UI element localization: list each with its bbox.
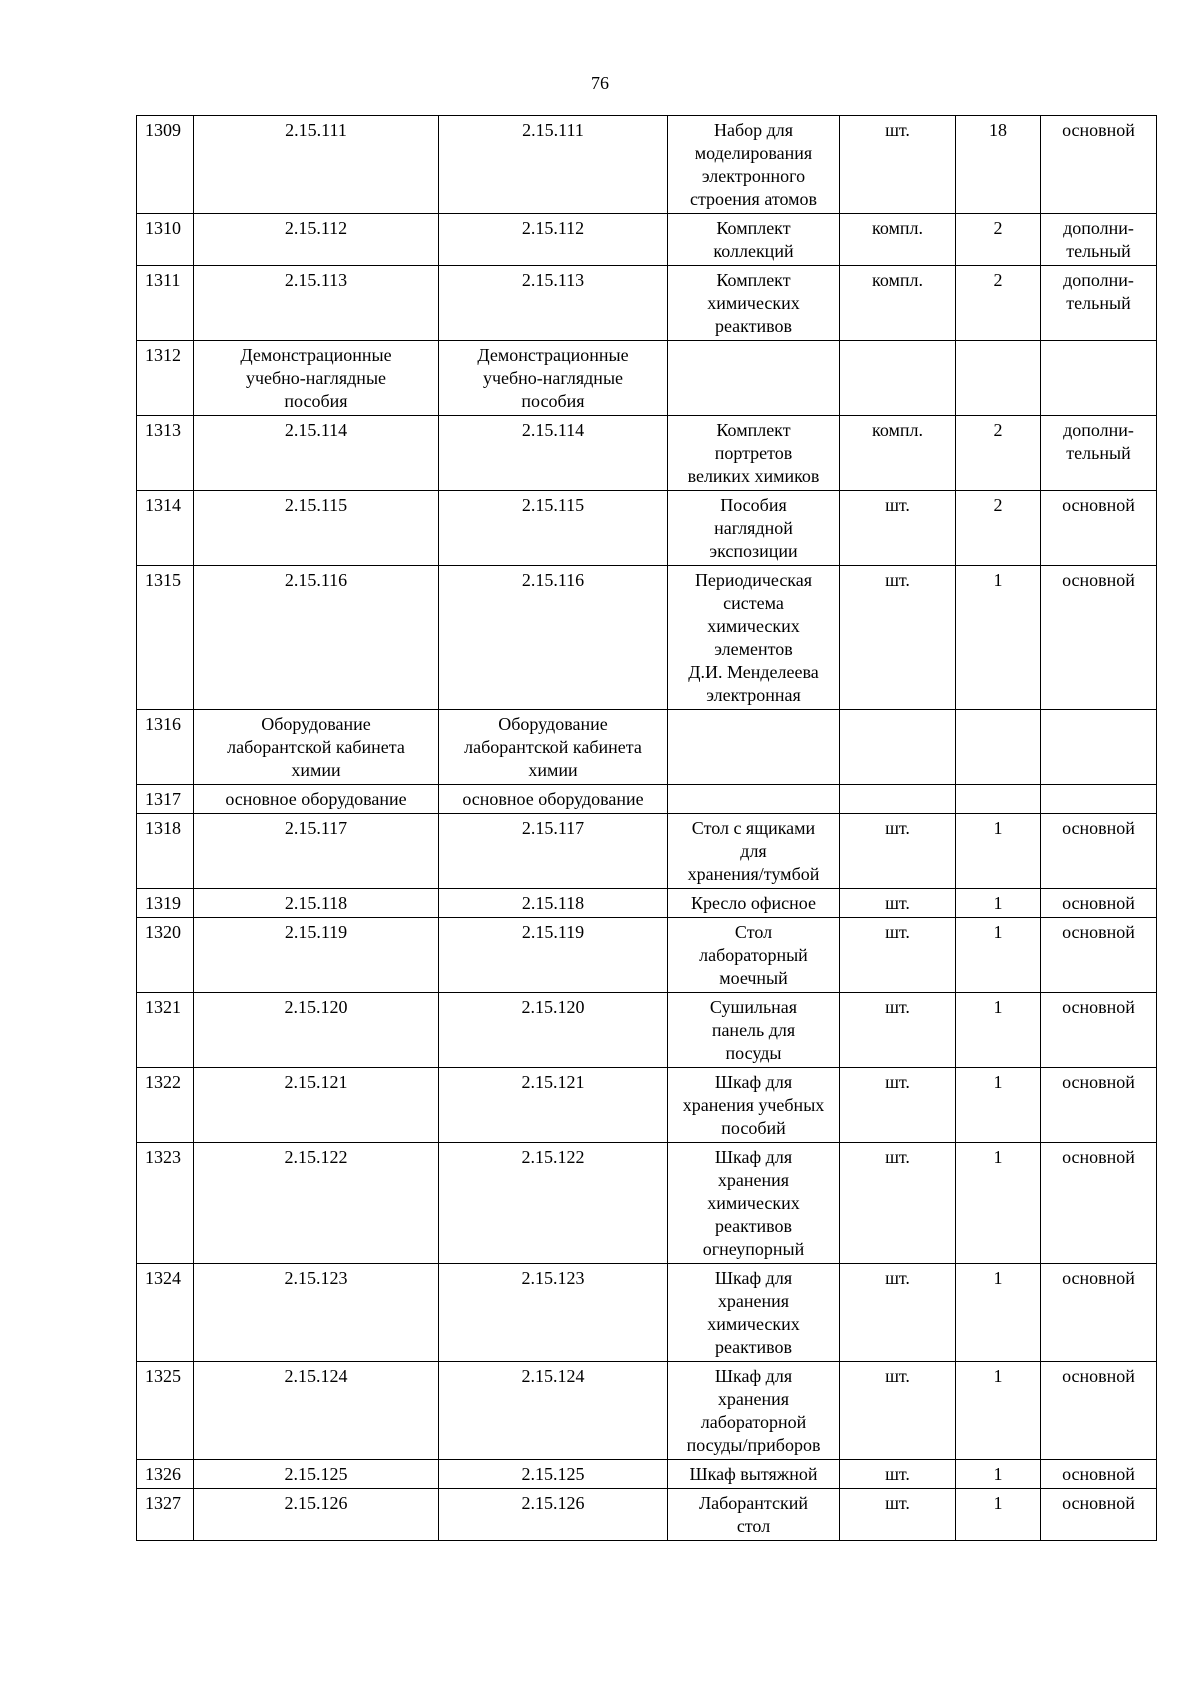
table-row bbox=[137, 710, 1157, 785]
quantity-cell: 2 bbox=[956, 491, 1041, 566]
code-cell: 2.15.123 bbox=[194, 1264, 439, 1362]
unit-cell: шт. bbox=[840, 1460, 956, 1489]
row-number-cell: 1310 bbox=[137, 214, 194, 266]
code-cell: 2.15.125 bbox=[439, 1460, 668, 1489]
code-cell: 2.15.115 bbox=[439, 491, 668, 566]
equipment-table bbox=[136, 115, 1157, 1541]
type-cell bbox=[1041, 710, 1157, 785]
table-row bbox=[137, 785, 1157, 814]
item-name-cell: Пособия наглядной экспозиции bbox=[668, 491, 840, 566]
table-row bbox=[137, 116, 1157, 214]
code-cell: 2.15.113 bbox=[439, 266, 668, 341]
unit-cell: компл. bbox=[840, 214, 956, 266]
unit-cell: компл. bbox=[840, 266, 956, 341]
type-cell: основной bbox=[1041, 1362, 1157, 1460]
item-name-cell: Стол с ящиками для хранения/тумбой bbox=[668, 814, 840, 889]
type-cell: основной bbox=[1041, 814, 1157, 889]
code-cell: 2.15.120 bbox=[194, 993, 439, 1068]
type-cell: основной bbox=[1041, 566, 1157, 710]
row-number-cell: 1321 bbox=[137, 993, 194, 1068]
type-cell: дополни- тельный bbox=[1041, 214, 1157, 266]
code-cell: 2.15.118 bbox=[439, 889, 668, 918]
unit-cell: шт. bbox=[840, 116, 956, 214]
quantity-cell: 1 bbox=[956, 1460, 1041, 1489]
quantity-cell: 18 bbox=[956, 116, 1041, 214]
quantity-cell: 1 bbox=[956, 1489, 1041, 1541]
row-number-cell: 1318 bbox=[137, 814, 194, 889]
row-number-cell: 1313 bbox=[137, 416, 194, 491]
quantity-cell: 1 bbox=[956, 1143, 1041, 1264]
unit-cell: шт. bbox=[840, 1143, 956, 1264]
code-cell: 2.15.118 bbox=[194, 889, 439, 918]
table-row bbox=[137, 491, 1157, 566]
quantity-cell: 1 bbox=[956, 918, 1041, 993]
code-cell: 2.15.119 bbox=[439, 918, 668, 993]
quantity-cell: 1 bbox=[956, 1264, 1041, 1362]
type-cell: основной bbox=[1041, 889, 1157, 918]
type-cell bbox=[1041, 785, 1157, 814]
type-cell: основной bbox=[1041, 1264, 1157, 1362]
row-number-cell: 1319 bbox=[137, 889, 194, 918]
item-name-cell: Периодическая система химических элементов Д.И. Менделеева электронная bbox=[668, 566, 840, 710]
page-number: 76 bbox=[591, 73, 609, 93]
type-cell: основной bbox=[1041, 1143, 1157, 1264]
code-cell: 2.15.126 bbox=[439, 1489, 668, 1541]
item-name-cell bbox=[668, 710, 840, 785]
table-row bbox=[137, 1489, 1157, 1541]
quantity-cell: 2 bbox=[956, 266, 1041, 341]
unit-cell: шт. bbox=[840, 1362, 956, 1460]
table-row bbox=[137, 1068, 1157, 1143]
code-cell: 2.15.112 bbox=[439, 214, 668, 266]
code-cell: 2.15.120 bbox=[439, 993, 668, 1068]
type-cell: основной bbox=[1041, 116, 1157, 214]
code-cell: 2.15.121 bbox=[439, 1068, 668, 1143]
code-cell: 2.15.126 bbox=[194, 1489, 439, 1541]
code-cell: основное оборудование bbox=[194, 785, 439, 814]
code-cell: 2.15.116 bbox=[194, 566, 439, 710]
quantity-cell: 1 bbox=[956, 889, 1041, 918]
type-cell: основной bbox=[1041, 1068, 1157, 1143]
unit-cell: шт. bbox=[840, 1489, 956, 1541]
row-number-cell: 1322 bbox=[137, 1068, 194, 1143]
row-number-cell: 1324 bbox=[137, 1264, 194, 1362]
code-cell: Оборудование лаборантской кабинета химии bbox=[194, 710, 439, 785]
row-number-cell: 1317 bbox=[137, 785, 194, 814]
unit-cell: шт. bbox=[840, 491, 956, 566]
type-cell: дополни- тельный bbox=[1041, 266, 1157, 341]
unit-cell: шт. bbox=[840, 814, 956, 889]
code-cell: Оборудование лаборантской кабинета химии bbox=[439, 710, 668, 785]
code-cell: 2.15.113 bbox=[194, 266, 439, 341]
code-cell: 2.15.111 bbox=[439, 116, 668, 214]
row-number-cell: 1327 bbox=[137, 1489, 194, 1541]
item-name-cell: Набор для моделирования электронного строения атомов bbox=[668, 116, 840, 214]
table-row bbox=[137, 341, 1157, 416]
item-name-cell: Кресло офисное bbox=[668, 889, 840, 918]
unit-cell: шт. bbox=[840, 1068, 956, 1143]
quantity-cell: 1 bbox=[956, 814, 1041, 889]
row-number-cell: 1315 bbox=[137, 566, 194, 710]
row-number-cell: 1314 bbox=[137, 491, 194, 566]
quantity-cell: 1 bbox=[956, 566, 1041, 710]
code-cell: 2.15.125 bbox=[194, 1460, 439, 1489]
quantity-cell: 2 bbox=[956, 416, 1041, 491]
table-row bbox=[137, 1143, 1157, 1264]
table-row bbox=[137, 814, 1157, 889]
code-cell: 2.15.116 bbox=[439, 566, 668, 710]
item-name-cell: Стол лабораторный моечный bbox=[668, 918, 840, 993]
row-number-cell: 1316 bbox=[137, 710, 194, 785]
item-name-cell: Комплект портретов великих химиков bbox=[668, 416, 840, 491]
table-body bbox=[137, 116, 1157, 1541]
quantity-cell bbox=[956, 785, 1041, 814]
code-cell: 2.15.114 bbox=[439, 416, 668, 491]
item-name-cell: Лаборантский стол bbox=[668, 1489, 840, 1541]
unit-cell bbox=[840, 710, 956, 785]
unit-cell bbox=[840, 341, 956, 416]
code-cell: 2.15.124 bbox=[439, 1362, 668, 1460]
quantity-cell bbox=[956, 341, 1041, 416]
table-row bbox=[137, 918, 1157, 993]
quantity-cell: 1 bbox=[956, 993, 1041, 1068]
item-name-cell: Комплект коллекций bbox=[668, 214, 840, 266]
item-name-cell: Шкаф для хранения лабораторной посуды/приборов bbox=[668, 1362, 840, 1460]
type-cell: дополни- тельный bbox=[1041, 416, 1157, 491]
code-cell: 2.15.121 bbox=[194, 1068, 439, 1143]
code-cell: 2.15.122 bbox=[194, 1143, 439, 1264]
unit-cell bbox=[840, 785, 956, 814]
code-cell: Демонстрационные учебно-наглядные пособия bbox=[439, 341, 668, 416]
code-cell: 2.15.117 bbox=[439, 814, 668, 889]
table-row bbox=[137, 214, 1157, 266]
table-row bbox=[137, 1362, 1157, 1460]
row-number-cell: 1320 bbox=[137, 918, 194, 993]
item-name-cell bbox=[668, 785, 840, 814]
code-cell: 2.15.123 bbox=[439, 1264, 668, 1362]
unit-cell: шт. bbox=[840, 889, 956, 918]
table-row bbox=[137, 416, 1157, 491]
code-cell: 2.15.119 bbox=[194, 918, 439, 993]
row-number-cell: 1309 bbox=[137, 116, 194, 214]
row-number-cell: 1326 bbox=[137, 1460, 194, 1489]
unit-cell: шт. bbox=[840, 993, 956, 1068]
code-cell: Демонстрационные учебно-наглядные пособия bbox=[194, 341, 439, 416]
type-cell: основной bbox=[1041, 491, 1157, 566]
row-number-cell: 1311 bbox=[137, 266, 194, 341]
code-cell: 2.15.111 bbox=[194, 116, 439, 214]
table-row bbox=[137, 889, 1157, 918]
row-number-cell: 1312 bbox=[137, 341, 194, 416]
row-number-cell: 1323 bbox=[137, 1143, 194, 1264]
code-cell: 2.15.124 bbox=[194, 1362, 439, 1460]
quantity-cell: 2 bbox=[956, 214, 1041, 266]
type-cell: основной bbox=[1041, 918, 1157, 993]
code-cell: 2.15.115 bbox=[194, 491, 439, 566]
item-name-cell: Комплект химических реактивов bbox=[668, 266, 840, 341]
type-cell bbox=[1041, 341, 1157, 416]
unit-cell: компл. bbox=[840, 416, 956, 491]
code-cell: 2.15.112 bbox=[194, 214, 439, 266]
unit-cell: шт. bbox=[840, 918, 956, 993]
table-row bbox=[137, 266, 1157, 341]
row-number-cell: 1325 bbox=[137, 1362, 194, 1460]
code-cell: 2.15.117 bbox=[194, 814, 439, 889]
table-row bbox=[137, 993, 1157, 1068]
quantity-cell: 1 bbox=[956, 1362, 1041, 1460]
item-name-cell bbox=[668, 341, 840, 416]
table-row bbox=[137, 1460, 1157, 1489]
quantity-cell bbox=[956, 710, 1041, 785]
type-cell: основной bbox=[1041, 1489, 1157, 1541]
code-cell: 2.15.114 bbox=[194, 416, 439, 491]
item-name-cell: Шкаф для хранения химических реактивов огнеупорный bbox=[668, 1143, 840, 1264]
unit-cell: шт. bbox=[840, 566, 956, 710]
table-row bbox=[137, 1264, 1157, 1362]
item-name-cell: Шкаф для хранения химических реактивов bbox=[668, 1264, 840, 1362]
item-name-cell: Сушильная панель для посуды bbox=[668, 993, 840, 1068]
type-cell: основной bbox=[1041, 1460, 1157, 1489]
unit-cell: шт. bbox=[840, 1264, 956, 1362]
item-name-cell: Шкаф вытяжной bbox=[668, 1460, 840, 1489]
quantity-cell: 1 bbox=[956, 1068, 1041, 1143]
table-row bbox=[137, 566, 1157, 710]
item-name-cell: Шкаф для хранения учебных пособий bbox=[668, 1068, 840, 1143]
type-cell: основной bbox=[1041, 993, 1157, 1068]
code-cell: 2.15.122 bbox=[439, 1143, 668, 1264]
code-cell: основное оборудование bbox=[439, 785, 668, 814]
